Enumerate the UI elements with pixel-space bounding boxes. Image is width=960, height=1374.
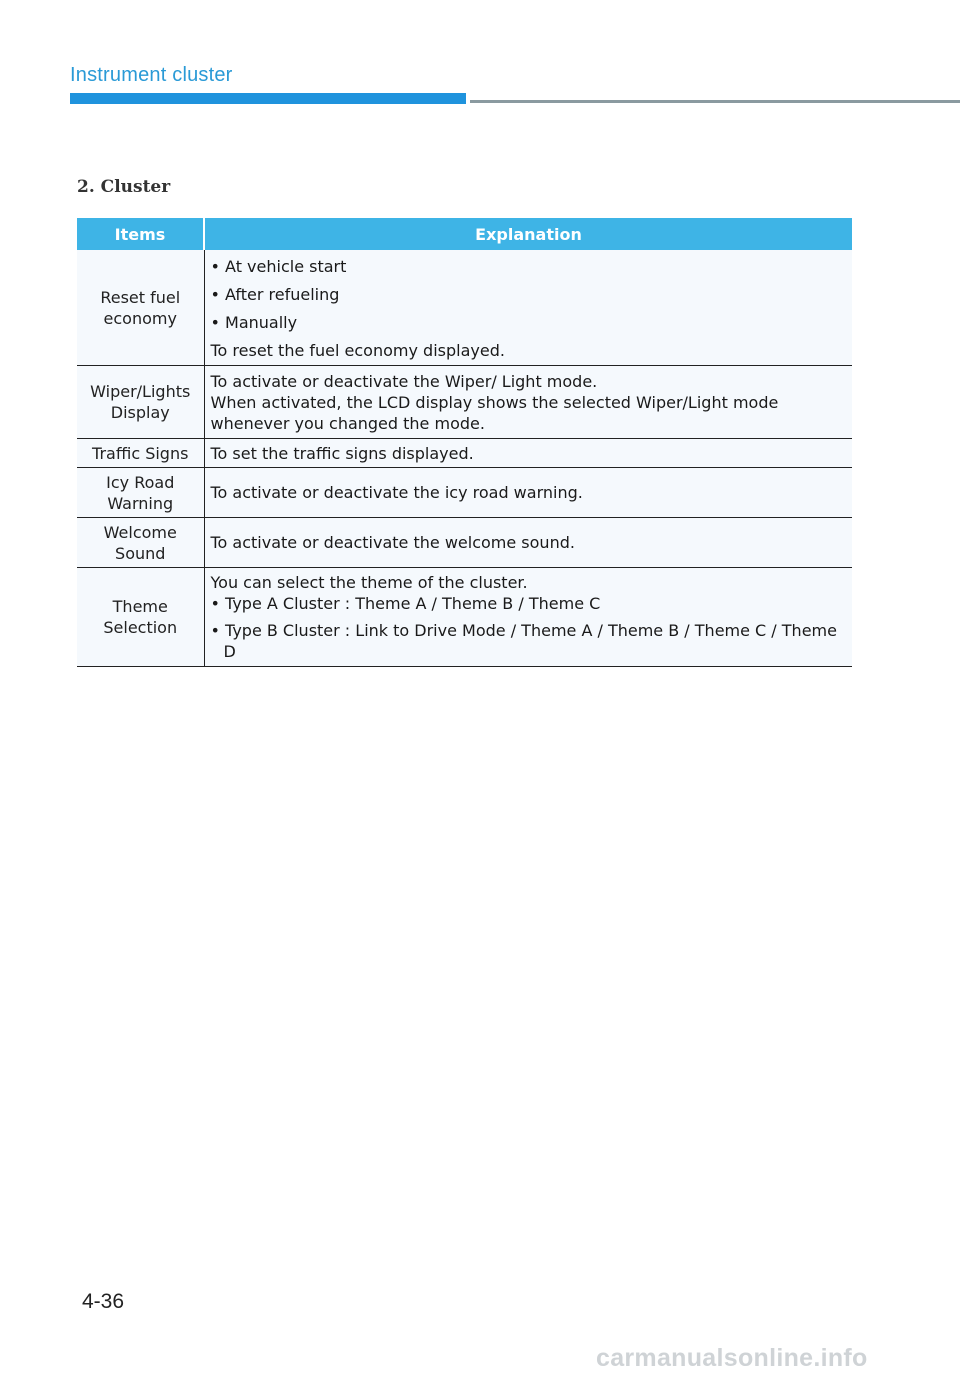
explanation-text: To activate or deactivate the icy road warning. — [210, 483, 583, 502]
column-header-explanation: Explanation — [204, 218, 852, 250]
list-item: • At vehicle start — [210, 257, 347, 276]
explanation-text: To activate or deactivate the welcome sound. — [210, 533, 575, 552]
column-header-items: Items — [77, 218, 204, 250]
explanation-text: When activated, the LCD display shows the selected Wiper/Light mode whenever you changed the mode. — [210, 392, 779, 433]
table-row — [77, 568, 852, 667]
table-row — [77, 439, 852, 468]
row-item-traffic-signs: Traffic Signs — [77, 439, 204, 468]
list-item: • Manually — [210, 313, 298, 332]
row-item-welcome-sound: Welcome Sound — [77, 518, 204, 568]
row-item-wiper-lights-display: Wiper/Lights Display — [77, 366, 204, 439]
explanation-text: To set the traffic signs displayed. — [210, 443, 474, 463]
header-rule-blue — [70, 93, 466, 104]
section-title: Instrument cluster — [70, 64, 233, 86]
table-row — [77, 366, 852, 439]
row-explanation — [204, 518, 852, 568]
table-row — [77, 250, 852, 366]
table-row — [77, 468, 852, 518]
cluster-settings-table — [77, 218, 852, 667]
list-item: • After refueling — [210, 285, 340, 304]
explanation-text: You can select the theme of the cluster. — [210, 573, 528, 592]
page-number: 4-36 — [82, 1290, 125, 1313]
subheading: 2. Cluster — [77, 177, 171, 197]
list-item: • Type B Cluster : Link to Drive Mode / Theme A / Theme B / Theme C / Theme D — [210, 621, 837, 661]
row-explanation — [204, 439, 852, 468]
row-explanation — [204, 250, 852, 366]
row-item-theme-selection: Theme Selection — [77, 568, 204, 667]
explanation-text: To reset the fuel economy displayed. — [210, 341, 505, 360]
list-item: • Type A Cluster : Theme A / Theme B / Theme C — [210, 594, 601, 613]
table-row — [77, 518, 852, 568]
explanation-text: To activate or deactivate the Wiper/ Light mode. — [210, 371, 598, 391]
row-item-icy-road-warning: Icy Road Warning — [77, 468, 204, 518]
row-item-reset-fuel-economy: Reset fuel economy — [77, 250, 204, 366]
row-explanation — [204, 568, 852, 667]
row-explanation — [204, 366, 852, 439]
row-explanation — [204, 468, 852, 518]
table-header-row — [77, 218, 852, 250]
header-rule-gray — [470, 100, 960, 103]
watermark-text: carmanualsonline.info — [596, 1344, 868, 1372]
